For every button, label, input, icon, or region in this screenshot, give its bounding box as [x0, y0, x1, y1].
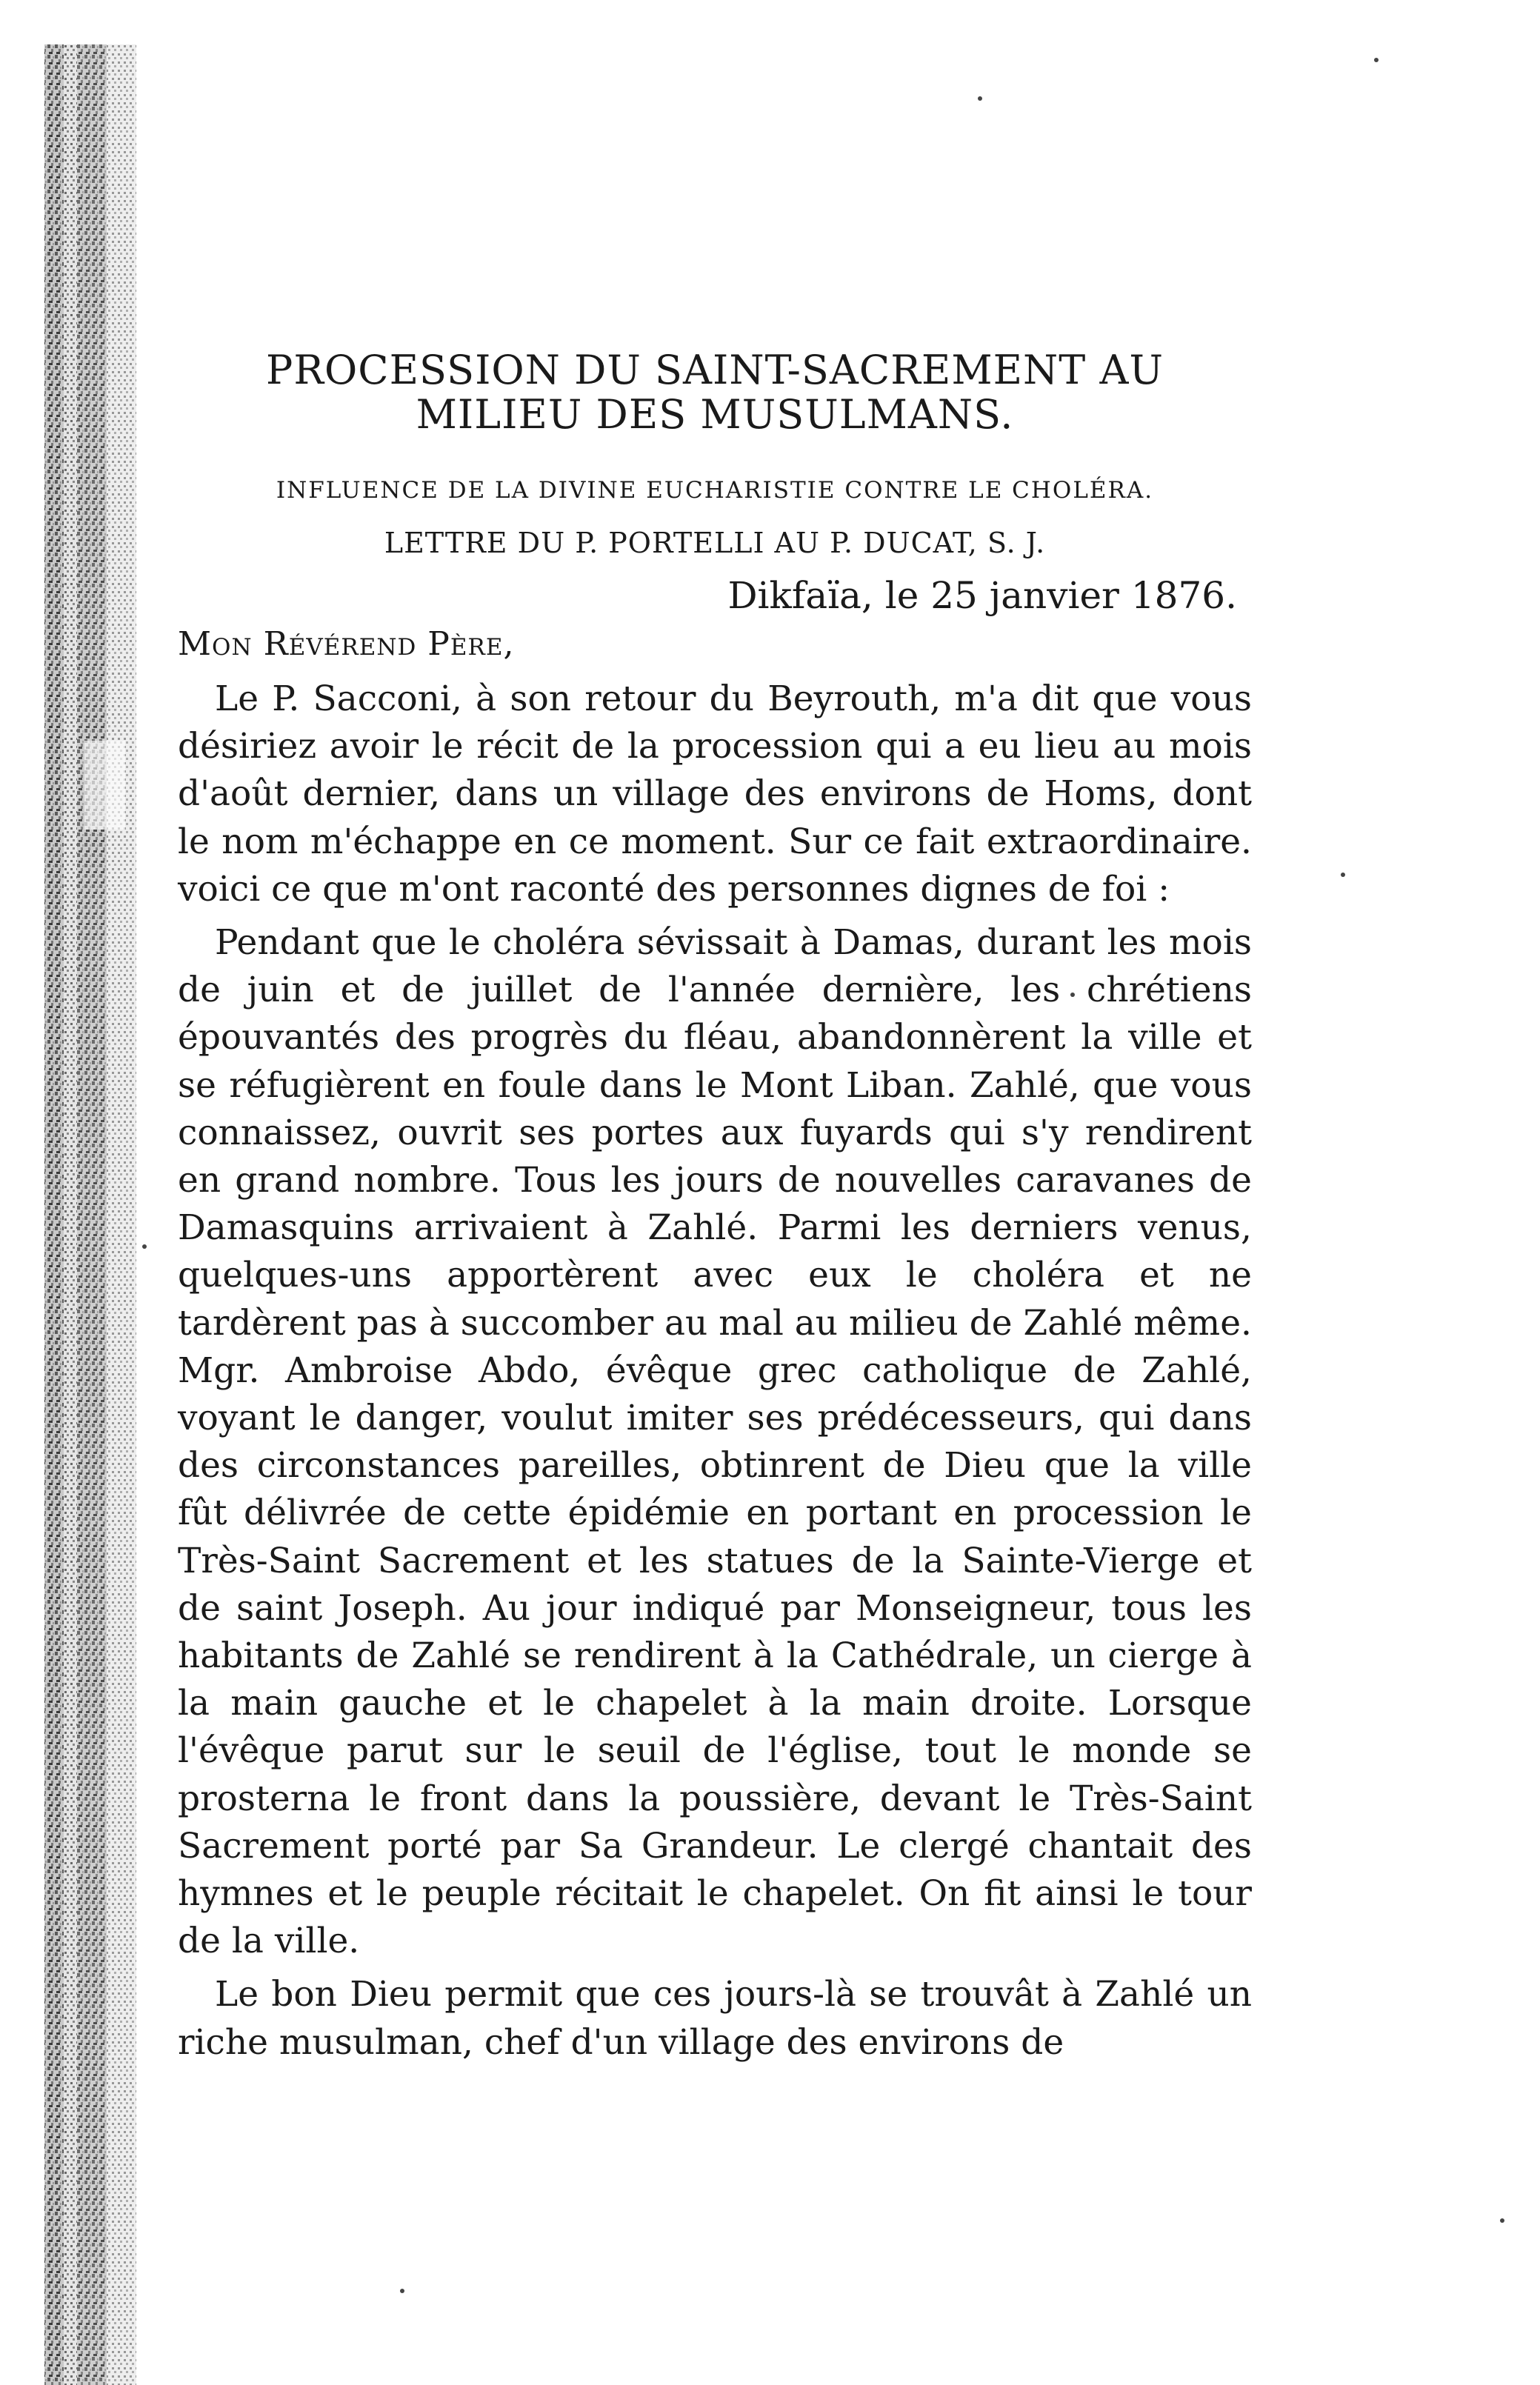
body-paragraph: Le bon Dieu permit que ces jours-là se trouvât à Zahlé un riche musulman, chef d'un village des environs de: [178, 1974, 1252, 2063]
body-paragraph: Pendant que le choléra sévissait à Damas, durant les mois de juin et de juillet de l'année dernière, les chrétiens épouvantés des progrès du fléau, abandonnèrent la ville et se réfugièrent en foule dans le Mont Liban. Zahlé, que vous connaissez, ouvrit ses portes aux fuyards qui s'y rendirent en grand nombre. Tous les jours de nouvelles caravanes de Damasquins arrivaient à Zahlé. Parmi les derniers venus, quelques-uns apportèrent avec eux le choléra et ne tardèrent pas à succomber au mal au milieu de Zahlé même. Mgr. Ambroise Abdo, évêque grec catholique de Zahlé, voyant le danger, voulut imiter ses prédécesseurs, qui dans des circonstances pareilles, obtinrent de Dieu que la ville fût délivrée de cette épidémie en portant en procession le Très-Saint Sacrement et les statues de la Sainte-Vierge et de saint Joseph. Au jour indiqué par Monseigneur, tous les habitants de Zahlé se rendirent à la Cathédrale, un cierge à la main gauche et le chapelet à la main droite. Lorsque l'évêque parut sur le seuil de l'église, tout le monde se prosterna le front dans la poussière, devant le Très-Saint Sacrement porté par Sa Grandeur. Le clergé chantait des hymnes et le peuple récitait le chapelet. On fit ainsi le tour de la ville.: [178, 922, 1252, 1962]
dust-speck: [1374, 58, 1379, 62]
dust-speck: [978, 96, 982, 101]
letter-body: [178, 676, 1252, 2067]
dust-speck: [1341, 873, 1345, 877]
letter-header: LETTRE DU P. PORTELLI AU P. DUCAT, S. J.: [384, 527, 1046, 559]
dust-speck: [400, 2289, 404, 2293]
salutation: Mon Révérend Père,: [178, 625, 515, 663]
dateline: Dikfaïa, le 25 janvier 1876.: [727, 574, 1237, 617]
article-title: PROCESSION DU SAINT-SACREMENT AU MILIEU DES MUSULMANS.: [266, 347, 1164, 438]
page-content: [178, 348, 1252, 2067]
dust-speck: [142, 1244, 147, 1249]
article-subtitle: INFLUENCE DE LA DIVINE EUCHARISTIE CONTRE LE CHOLÉRA.: [276, 477, 1154, 504]
body-paragraph: Le P. Sacconi, à son retour du Beyrouth, m'a dit que vous désiriez avoir le récit de la procession qui a eu lieu au mois d'août dernier, dans un village des environs de Homs, dont le nom m'échappe en ce moment. Sur ce fait extraordinaire. voici ce que m'ont raconté des personnes dignes de foi :: [178, 678, 1252, 910]
dust-speck: [1500, 2218, 1504, 2223]
book-binding-edge: [40, 44, 151, 2385]
